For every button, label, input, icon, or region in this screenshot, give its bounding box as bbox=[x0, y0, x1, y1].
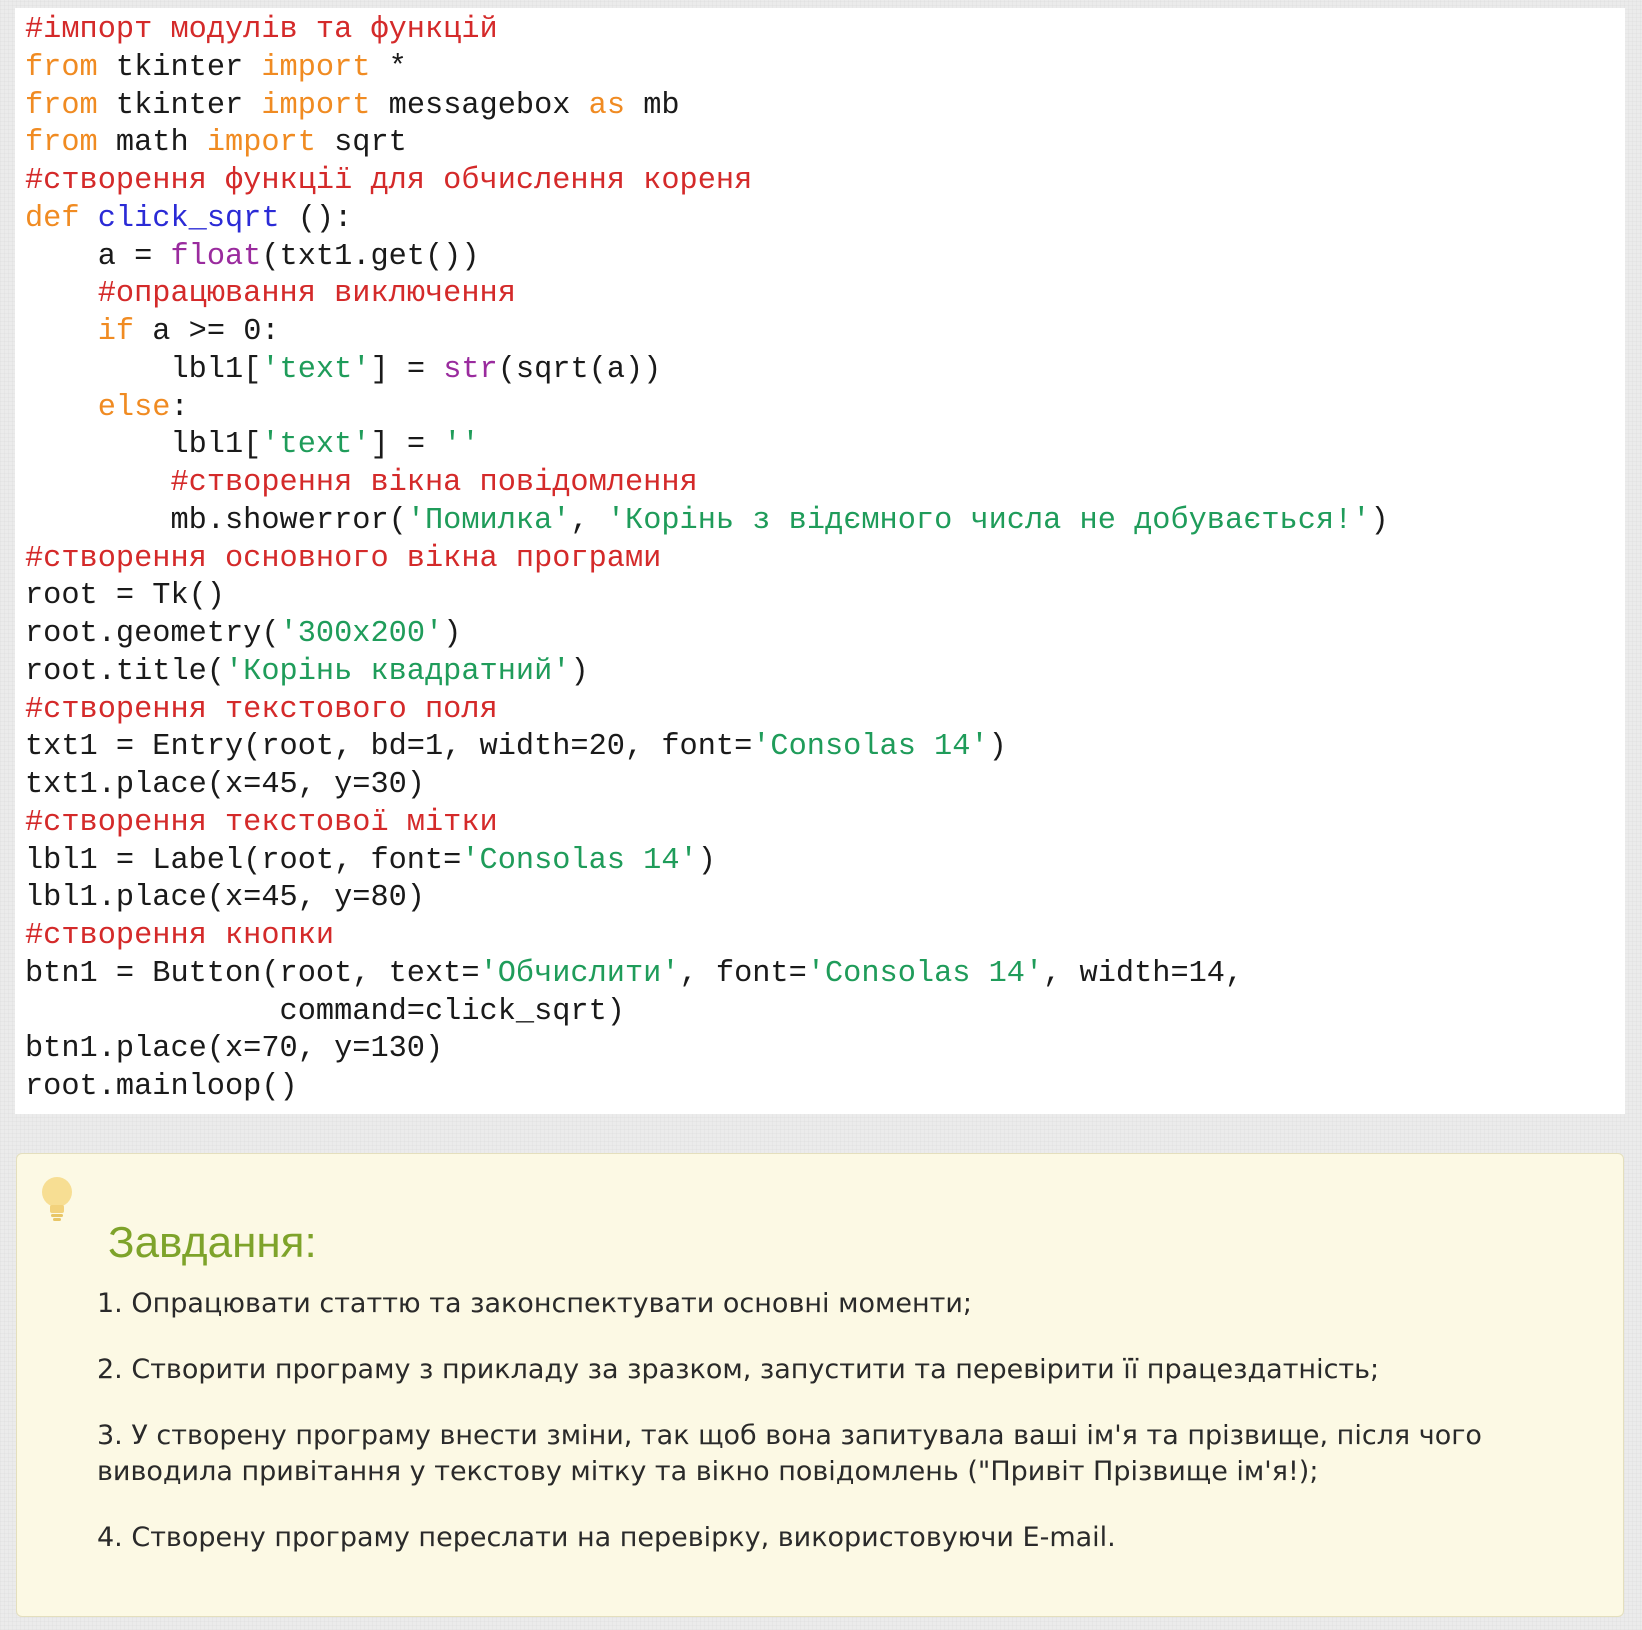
code-token-plain: ) bbox=[697, 843, 716, 878]
code-token-comment: #створення кнопки bbox=[25, 919, 335, 953]
code-token-keyword: from bbox=[25, 88, 98, 123]
code-token-plain: mb bbox=[625, 88, 680, 123]
code-token-string: 'Корінь з відємного числа не добувається!' bbox=[606, 503, 1371, 538]
code-token-plain: command=click_sqrt) bbox=[25, 994, 625, 1029]
code-token-plain bbox=[25, 391, 98, 425]
code-line bbox=[25, 390, 189, 428]
code-block bbox=[15, 8, 1625, 1114]
code-token-plain: (txt1.get()) bbox=[261, 239, 480, 274]
code-line bbox=[25, 465, 698, 503]
code-line bbox=[25, 12, 498, 50]
code-token-plain: btn1 = Button(root, text= bbox=[25, 956, 480, 991]
code-line bbox=[25, 654, 589, 692]
task-item-3: 3. У створену програму внести зміни, так щоб вона запитувала ваші ім'я та прізвище, після чого виводила привітання у текстову мітку та вікно повідомлень ("Привіт Прізвище ім'я!); bbox=[97, 1420, 1482, 1487]
code-line bbox=[25, 692, 498, 730]
code-token-plain bbox=[80, 202, 98, 236]
code-token-builtin: float bbox=[170, 239, 262, 274]
code-line bbox=[25, 994, 625, 1032]
code-token-plain: tkinter bbox=[97, 88, 262, 123]
code-line bbox=[25, 50, 407, 88]
code-token-string: 'text' bbox=[261, 428, 371, 463]
code-token-comment: #створення текстового поля bbox=[25, 692, 498, 727]
code-token-plain: (sqrt(a)) bbox=[497, 352, 662, 387]
code-line bbox=[25, 1031, 443, 1069]
code-token-plain: txt1.place(x=45, y=30) bbox=[25, 768, 425, 802]
code-line bbox=[25, 616, 461, 654]
code-token-string: 'Consolas 14' bbox=[752, 730, 989, 765]
task-item-2: 2. Створити програму з прикладу за зразком, запустити та перевірити її працездатність; bbox=[97, 1354, 1380, 1385]
code-token-plain: ] = bbox=[370, 428, 444, 463]
code-token-plain: lbl1 = Label(root, font= bbox=[25, 843, 462, 878]
code-token-string: 'Consolas 14' bbox=[806, 956, 1044, 991]
code-token-plain: , bbox=[570, 503, 607, 538]
code-line bbox=[25, 767, 425, 805]
code-token-plain: (): bbox=[279, 201, 353, 236]
code-line bbox=[25, 541, 661, 579]
code-token-plain: math bbox=[97, 126, 207, 161]
code-token-string: 'Consolas 14' bbox=[461, 843, 698, 878]
code-token-plain: , width=14, bbox=[1043, 956, 1244, 991]
code-line bbox=[25, 729, 1007, 767]
code-token-plain: lbl1.place(x=45, y=80) bbox=[25, 881, 425, 916]
task-item-4: 4. Створену програму переслати на перевірку, використовуючи E-mail. bbox=[97, 1522, 1116, 1553]
code-token-string: '' bbox=[443, 428, 480, 463]
code-line bbox=[25, 805, 498, 843]
code-token-keyword: import bbox=[261, 88, 371, 123]
code-line bbox=[25, 918, 334, 956]
code-token-plain: lbl1[ bbox=[25, 352, 262, 387]
code-token-keyword: def bbox=[25, 201, 80, 236]
code-token-comment: #створення вікна повідомлення bbox=[170, 466, 698, 500]
code-token-plain: messagebox bbox=[370, 88, 589, 123]
code-token-comment: #опрацювання виключення bbox=[97, 277, 516, 312]
code-token-keyword: from bbox=[25, 50, 98, 85]
code-token-string: 'Корінь квадратний' bbox=[225, 654, 571, 689]
code-token-plain: root.title( bbox=[25, 654, 225, 689]
code-token-plain: sqrt bbox=[315, 126, 407, 161]
code-token-plain: : bbox=[170, 390, 189, 425]
code-line bbox=[25, 163, 752, 201]
code-token-comment: #створення функції для обчислення кореня bbox=[25, 164, 753, 198]
code-line bbox=[25, 276, 516, 314]
code-token-keyword: from bbox=[25, 126, 98, 161]
code-line bbox=[25, 427, 480, 465]
code-token-plain: ) bbox=[570, 654, 589, 689]
code-token-comment: #створення основного вікна програми bbox=[25, 541, 662, 576]
code-token-plain: , font= bbox=[679, 956, 807, 991]
code-line bbox=[25, 125, 407, 163]
code-token-keyword: if bbox=[97, 315, 135, 349]
code-token-plain: ) bbox=[988, 730, 1007, 765]
code-line bbox=[25, 1069, 298, 1107]
code-token-plain: lbl1[ bbox=[25, 428, 262, 463]
code-token-plain bbox=[25, 466, 170, 500]
code-line bbox=[25, 201, 352, 239]
task-callout bbox=[16, 1153, 1624, 1617]
code-line bbox=[25, 843, 716, 881]
task-item-1: 1. Опрацювати статтю та законспектувати основні моменти; bbox=[97, 1288, 972, 1319]
code-line bbox=[25, 88, 680, 126]
code-token-plain: ] = bbox=[370, 352, 444, 387]
task-title: Завдання: bbox=[108, 1218, 317, 1267]
code-token-keyword: import bbox=[206, 126, 316, 161]
code-token-comment: #імпорт модулів та функцій bbox=[25, 13, 498, 47]
code-token-plain: root = Tk() bbox=[25, 579, 225, 614]
code-line bbox=[25, 503, 1389, 541]
code-token-string: 'text' bbox=[261, 352, 371, 387]
code-token-comment: #створення текстової мітки bbox=[25, 805, 498, 840]
code-token-plain: tkinter bbox=[97, 50, 262, 85]
code-line bbox=[25, 352, 661, 390]
code-token-plain: root.geometry( bbox=[25, 617, 280, 651]
code-line bbox=[25, 880, 425, 918]
code-token-plain: * bbox=[370, 50, 407, 85]
code-token-string: '300x200' bbox=[279, 617, 444, 651]
code-token-builtin: str bbox=[443, 352, 498, 387]
code-token-string: 'Помилка' bbox=[406, 503, 571, 538]
code-token-keyword: import bbox=[261, 50, 371, 85]
lightbulb-icon bbox=[37, 1174, 77, 1224]
code-token-plain bbox=[25, 277, 98, 311]
code-token-keyword: as bbox=[588, 88, 626, 123]
code-token-keyword: else bbox=[97, 390, 171, 425]
code-token-plain: a = bbox=[25, 239, 171, 274]
code-token-plain: ) bbox=[1370, 503, 1389, 538]
code-line bbox=[25, 314, 280, 352]
code-token-plain: txt1 = Entry(root, bd=1, width=20, font= bbox=[25, 730, 753, 765]
code-line bbox=[25, 956, 1243, 994]
code-token-plain: btn1.place(x=70, y=130) bbox=[25, 1032, 444, 1067]
code-token-plain: mb.showerror( bbox=[25, 503, 407, 538]
code-token-func: click_sqrt bbox=[97, 201, 280, 236]
code-line bbox=[25, 578, 225, 616]
code-token-plain bbox=[25, 315, 98, 349]
code-token-plain: ) bbox=[443, 617, 462, 651]
code-line bbox=[25, 239, 480, 277]
code-token-string: 'Обчислити' bbox=[479, 956, 680, 991]
code-token-plain: root.mainloop() bbox=[25, 1070, 298, 1104]
code-token-plain: a >= 0: bbox=[134, 315, 280, 349]
